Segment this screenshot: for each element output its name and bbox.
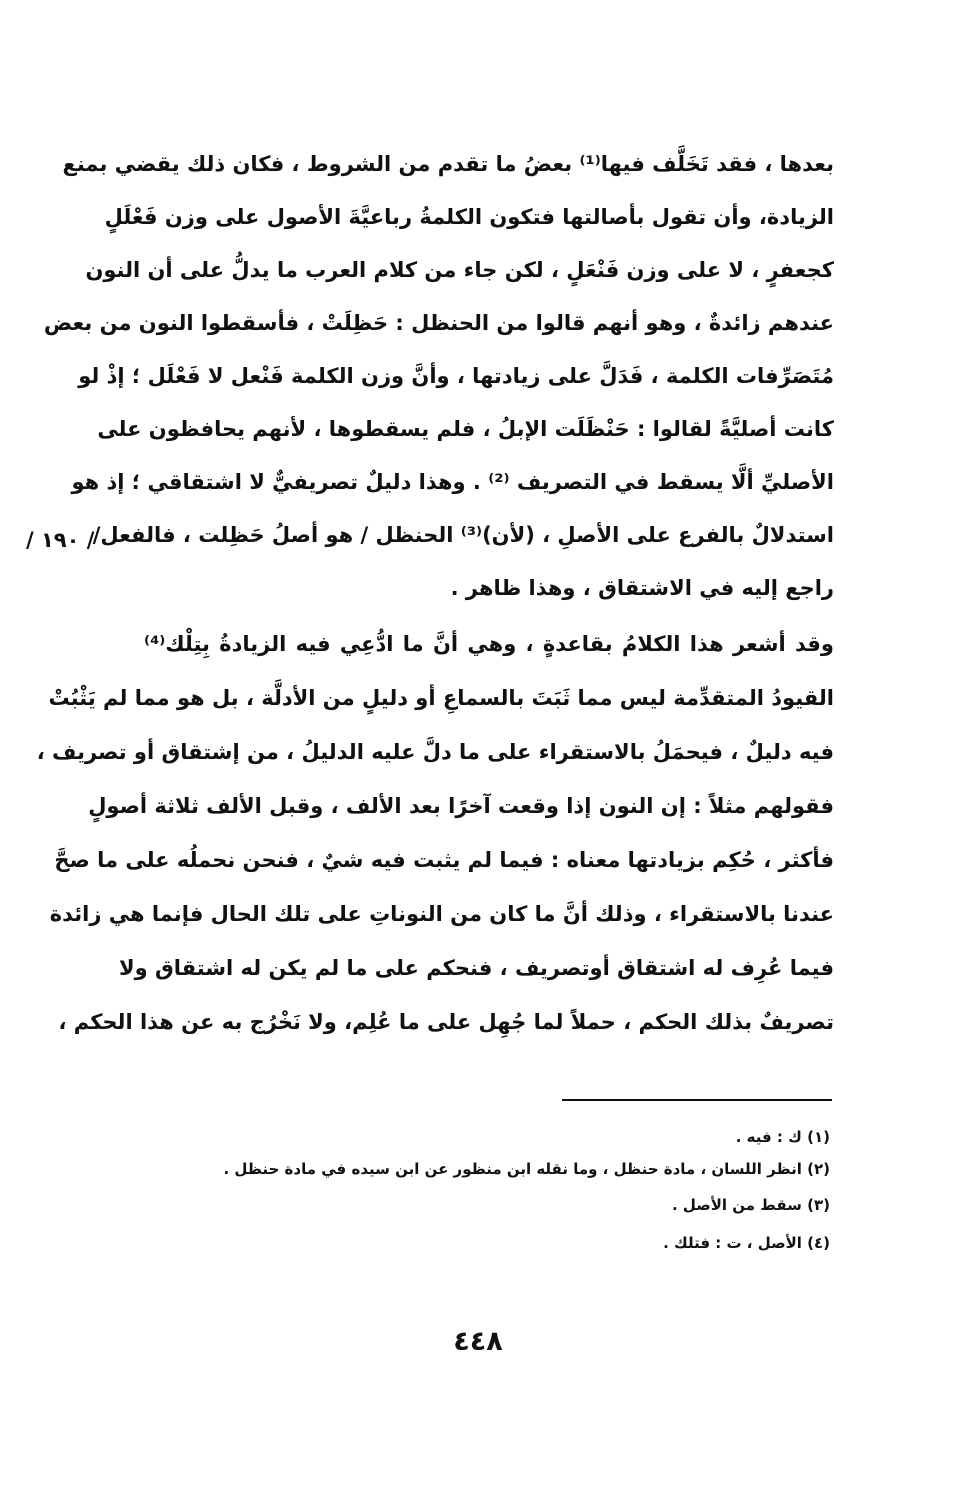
text-line-10: وقد أشعر هذا الكلامُ بقاعدةٍ ، وهي أنَّ ما ادُّعِي فيه الزيادةُ بِتِلْك⁽⁴⁾	[144, 632, 834, 656]
text-line-6: كانت أصليَّةً لقالوا : حَنْظَلَت الإبلُ ، فلم يسقطوها ، لأنهم يحافظون على	[97, 417, 834, 441]
text-line-8: استدلالٌ بالفرع على الأصلِ ، (لأن)⁽³⁾ الحنظل / هو أصلُ حَظِلت ، فالفعل/	[92, 523, 834, 547]
text-line-9: راجع إليه في الاشتقاق ، وهذا ظاهر .	[450, 576, 834, 600]
text-line-5: مُتَصَرِّفات الكلمة ، فَدَلَّ على زيادتها ، وأنَّ وزن الكلمة فَنْعل لا فَعْلَل ؛ إذْ لو	[78, 364, 834, 388]
text-line-13: فقولهم مثلاً : إن النون إذا وقعت آخرًا بعد الألف ، وقبل الألف ثلاثة أصولٍ	[88, 794, 834, 818]
footnote-4: (٤) الأصل ، ت : فتلك .	[663, 1234, 830, 1252]
text-line-7: الأصليِّ ألَّا يسقط في التصريف ⁽²⁾ . وهذا دليلٌ تصريفيٌّ لا اشتقاقي ؛ إذ هو	[71, 470, 834, 494]
text-line-12: فيه دليلٌ ، فيحمَلُ بالاستقراء على ما دلَّ عليه الدليلُ ، من إشتقاق أو تصريف ،	[36, 740, 834, 764]
text-line-16: فيما عُرِف له اشتقاق أوتصريف ، فنحكم على ما لم يكن له اشتقاق ولا	[119, 956, 834, 980]
text-line-1: بعدها ، فقد تَخَلَّف فيها⁽¹⁾ بعضُ ما تقدم من الشروط ، فكان ذلك يقضي بمنع	[62, 152, 834, 176]
text-line-17: تصريفٌ بذلك الحكم ، حملاً لما جُهِل على ما عُلِم، ولا نَخْرُج به عن هذا الحكم ،	[58, 1010, 834, 1034]
text-line-3: كجعفرٍ ، لا على وزن فَنْعَلٍ ، لكن جاء من كلام العرب ما يدلُّ على أن النون	[85, 258, 834, 282]
margin-page-reference: / ١٩٠ /	[26, 528, 95, 552]
text-line-4: عندهم زائدةٌ ، وهو أنهم قالوا من الحنظل : حَظِلَتْ ، فأسقطوا النون من بعض	[43, 311, 834, 335]
text-line-2: الزيادة، وأن تقول بأصالتها فتكون الكلمةُ رباعيَّةَ الأصول على وزن فَعْلَلٍ	[104, 205, 834, 229]
footnote-3: (٣) سقط من الأصل .	[671, 1196, 830, 1214]
text-line-15: عندنا بالاستقراء ، وذلك أنَّ ما كان من النوناتِ على تلك الحال فإنما هي زائدة	[49, 902, 834, 926]
page-number: ٤٤٨	[453, 1326, 503, 1357]
text-line-14: فأكثر ، حُكِم بزيادتها معناه : فيما لم يثبت فيه شيٌ ، فنحن نحملُه على ما صحَّ	[54, 848, 834, 872]
text-line-11: القيودُ المتقدِّمة ليس مما ثَبَتَ بالسماعِ أو دليلٍ من الأدلَّة ، بل هو مما لم يَثْبُتْ	[48, 686, 834, 710]
footnote-2: (٢) انظر اللسان ، مادة حنظل ، وما نقله ابن منظور عن ابن سيده في مادة حنظل .	[223, 1160, 830, 1178]
footnote-separator	[562, 1099, 832, 1101]
footnote-1: (١) ك : فيه .	[735, 1128, 830, 1146]
